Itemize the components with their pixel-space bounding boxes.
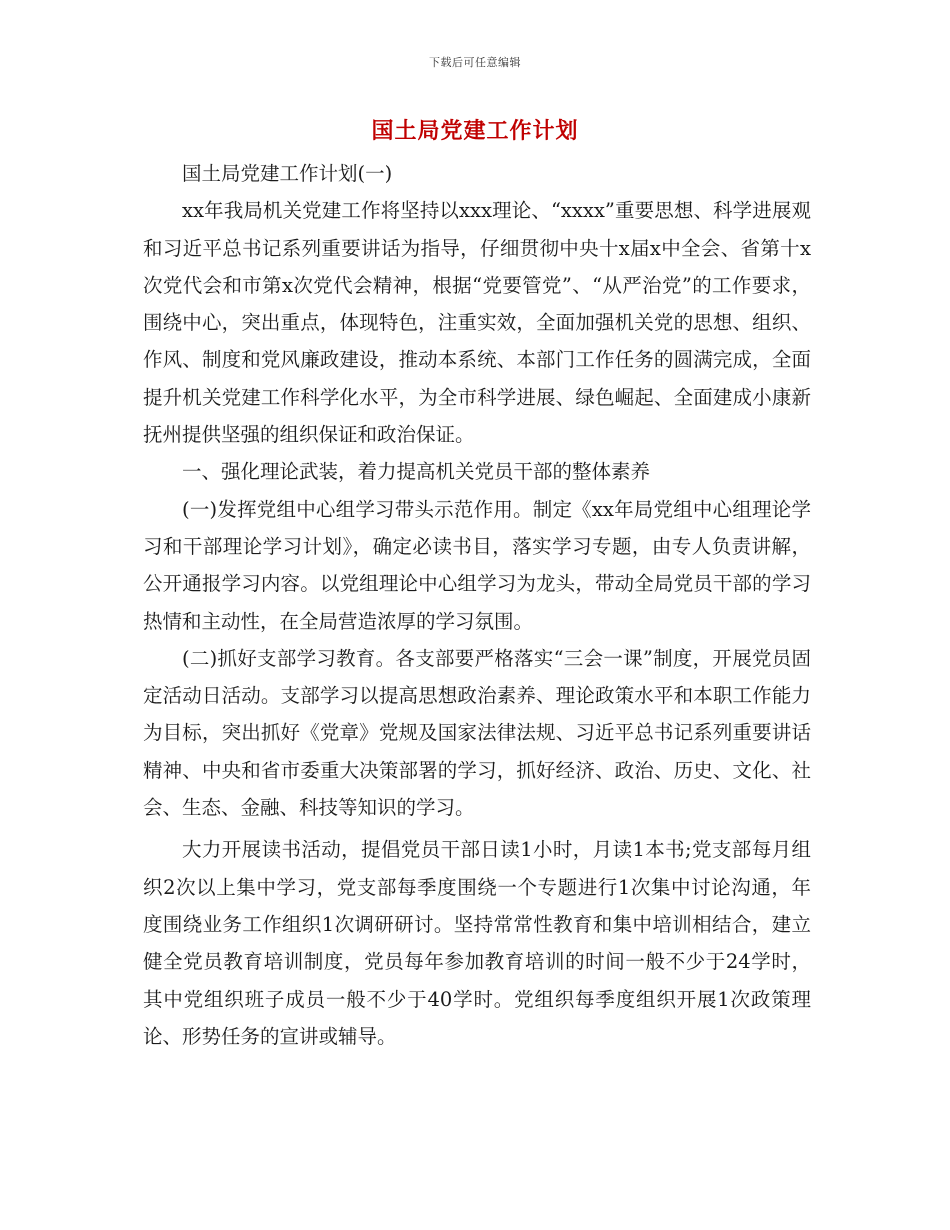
paragraph-subtitle: 国土局党建工作计划(一) — [182, 162, 393, 185]
paragraph-reading: 大力开展读书活动，提倡党员干部日读1小时，月读1本书;党支部每月组织2次以上集中学习，党支部每季度围绕一个专题进行1次集中讨论沟通，年度围绕业务工作组织1次调研研讨。坚持常常性教育和集中培训相结合，建立健全党员教育培训制度，党员每年参加教育培训的时间一般不少于24学时，其中党组织班子成员一般不少于40学时。党组织每季度组织开展1次政策理论、形势任务的宣讲或辅导。 — [143, 838, 811, 1048]
header-note: 下载后可任意编辑 — [429, 56, 521, 69]
paragraph-intro: xx年我局机关党建工作将坚持以xxx理论、“xxxx”重要思想、科学进展观和习近平总书记系列重要讲话为指导，仔细贯彻中央十x届x中全会、省第十x次党代会和市第x次党代会精神，根据“党要管党”、“从严治党”的工作要求，围绕中心，突出重点，体现特色，注重实效，全面加强机关党的思想、组织、作风、制度和党风廉政建设，推动本系统、本部门工作任务的圆满完成，全面提升机关党建工作科学化水平，为全市科学进展、绿色崛起、全面建成小康新抚州提供坚强的组织保证和政治保证。 — [143, 199, 811, 447]
document-title: 国土局党建工作计划 — [371, 118, 579, 144]
paragraph-item-1: (一)发挥党组中心组学习带头示范作用。制定《xx年局党组中心组理论学习和干部理论学习计划》，确定必读书目，落实学习专题，由专人负责讲解，公开通报学习内容。以党组理论中心组学习为龙头，带动全局党员干部的学习热情和主动性，在全局营造浓厚的学习氛围。 — [143, 497, 811, 633]
document-body — [143, 155, 811, 1055]
section-heading-1: 一、强化理论武装，着力提高机关党员干部的整体素养 — [182, 460, 651, 484]
paragraph-item-2: (二)抓好支部学习教育。各支部要严格落实“三会一课”制度，开展党员固定活动日活动。支部学习以提高思想政治素养、理论政策水平和本职工作能力为目标，突出抓好《党章》党规及国家法律法规、习近平总书记系列重要讲话精神、中央和省市委重大决策部署的学习，抓好经济、政治、历史、文化、社会、生态、金融、科技等知识的学习。 — [143, 646, 811, 820]
